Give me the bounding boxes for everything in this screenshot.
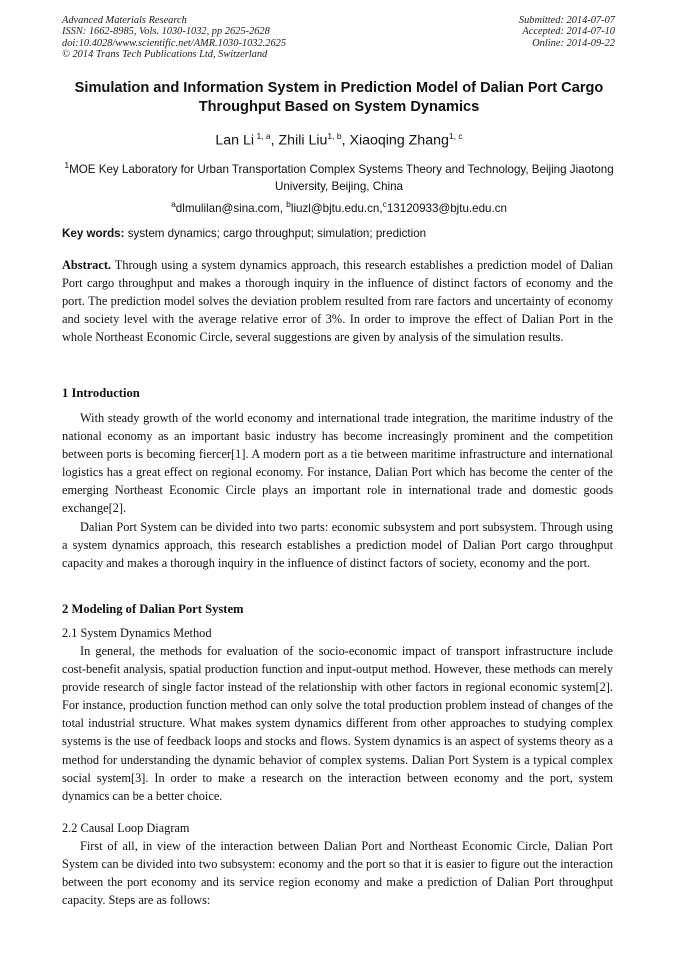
keywords: [62, 226, 616, 242]
keywords-label: Key words:: [62, 227, 125, 240]
system-dynamics-body: [62, 642, 613, 805]
author-list: Lan Li $^{1, a}$, Zhili Liu$^{1, b}$, Xiaoqing Zhang$^{1, c}$: [215, 131, 463, 149]
affiliation-institution: [62, 157, 616, 196]
online-date: Online: 2014-09-22: [532, 37, 615, 49]
journal-name: Advanced Materials Research: [62, 15, 187, 26]
introduction-body: [62, 409, 613, 572]
keywords-text: system dynamics; cargo throughput; simulation; prediction: [127, 227, 427, 240]
copyright-line: © 2014 Trans Tech Publications Ltd, Switzerland: [62, 49, 268, 61]
paragraph: With steady growth of the world economy and international trade integration, the maritime industry of the national economy as an important basic industry has become increasingly prominent and the competition between ports is becoming fiercer[1]. A modern port as a tie between maritime infrastructure and international logistics has a great effect on regional economy. For instance, Dalian Port which has become the center of the emerging Northeast Economic Circle plays an important role in international trade and domestic goods exchange[2].: [62, 411, 613, 516]
section-heading-introduction: 1 Introduction: [62, 386, 140, 400]
causal-loop-body: [62, 837, 613, 909]
affiliation-sup: 1: [64, 160, 70, 170]
author-emails: $^a$dlmulilan@sina.com, $^b$liuzl@bjtu.edu.cn,$^c$13120933@bjtu.edu.cn: [171, 198, 507, 215]
author-sup: 1, b: [327, 131, 342, 141]
paragraph: First of all, in view of the interaction between Dalian Port and Northeast Economic Circle, Dalian Port System can be divided into two subsystem: economy and the port so that it is easier to figure out the interaction between the port economy and its service region economy and make a prediction of Dalian Port throughput capacity. Steps are as follows:: [62, 839, 613, 908]
email-link[interactable]: liuzl@bjtu.edu.cn: [290, 201, 380, 215]
journal-header: [62, 15, 286, 61]
accepted-date: Accepted: 2014-07-10: [522, 26, 615, 38]
submitted-date: Submitted: 2014-07-07: [518, 15, 615, 26]
email-link[interactable]: 13120933@bjtu.edu.cn: [386, 201, 507, 215]
email-sup: b: [286, 198, 291, 209]
affiliation-text: MOE Key Laboratory for Urban Transportation Complex Systems Theory and Technology, Beijing Jiaotong University, Beijing, China: [69, 162, 614, 194]
abstract: [62, 256, 613, 346]
email-sup: a: [171, 198, 176, 209]
doi-line: doi:10.4028/www.scientific.net/AMR.1030-1032.2625: [62, 37, 287, 49]
author-sup: 1, c: [448, 131, 463, 141]
email-sup: c: [382, 198, 387, 209]
abstract-text: Through using a system dynamics approach, this research establishes a prediction model of Dalian Port cargo throughput and makes a thorough inquiry in the influence of distinct factors of economy and the port. The prediction model solves the deviation problem resulted from rare factors and uncertainty of economy and society level with the average relative error of 3%. In order to improve the effect of Dalian Port in the whole Northeast Economic Circle, several suggestions are given by analysis of the simulation results.: [62, 258, 613, 345]
paragraph: In general, the methods for evaluation of the socio-economic impact of transport infrastructure include cost-benefit analysis, spatial production function and input-output method. However, these methods can merely provide research of single factor instead of the relationship with other factors in regional economic system[2]. For instance, production function method can only solve the total production problem instead of changes of the total industrial structure. What makes system dynamics different from other approaches to studying complex systems is the use of feedback loops and stocks and flows. System dynamics is an aspect of systems theory as a method for understanding the dynamic behavior of complex systems. Dalian Port System is a typical complex social system[3]. In order to make a research on the interaction between economy and the port, system dynamics can be a better choice.: [62, 644, 613, 803]
subsection-heading-system-dynamics: 2.1 System Dynamics Method: [62, 626, 212, 640]
author-sup: 1, a: [256, 131, 271, 141]
author-name: Xiaoqing Zhang: [349, 132, 449, 149]
paragraph: Dalian Port System can be divided into two parts: economic subsystem and port subsystem. Through using a system dynamics approach, this research establishes a prediction model of Dalian Port cargo throughput capacity and makes a thorough inquiry in the influence of distinct factors of society, economy and the port.: [62, 519, 613, 570]
affiliation: [62, 157, 616, 217]
issn-line: ISSN: 1662-8985, Vols. 1030-1032, pp 2625-2628: [62, 26, 270, 38]
paper-title: Simulation and Information System in Prediction Model of Dalian Port Cargo Throughput Based on System Dynamics: [74, 80, 604, 115]
section-heading-modeling: 2 Modeling of Dalian Port System: [62, 602, 244, 616]
abstract-label: Abstract.: [62, 258, 112, 272]
email-link[interactable]: dlmulilan@sina.com: [175, 201, 280, 215]
author-name: Zhili Liu: [278, 132, 328, 149]
author-name: Lan Li: [215, 132, 255, 149]
subsection-heading-causal-loop: 2.2 Causal Loop Diagram: [62, 821, 190, 835]
dates-header: [519, 15, 615, 49]
